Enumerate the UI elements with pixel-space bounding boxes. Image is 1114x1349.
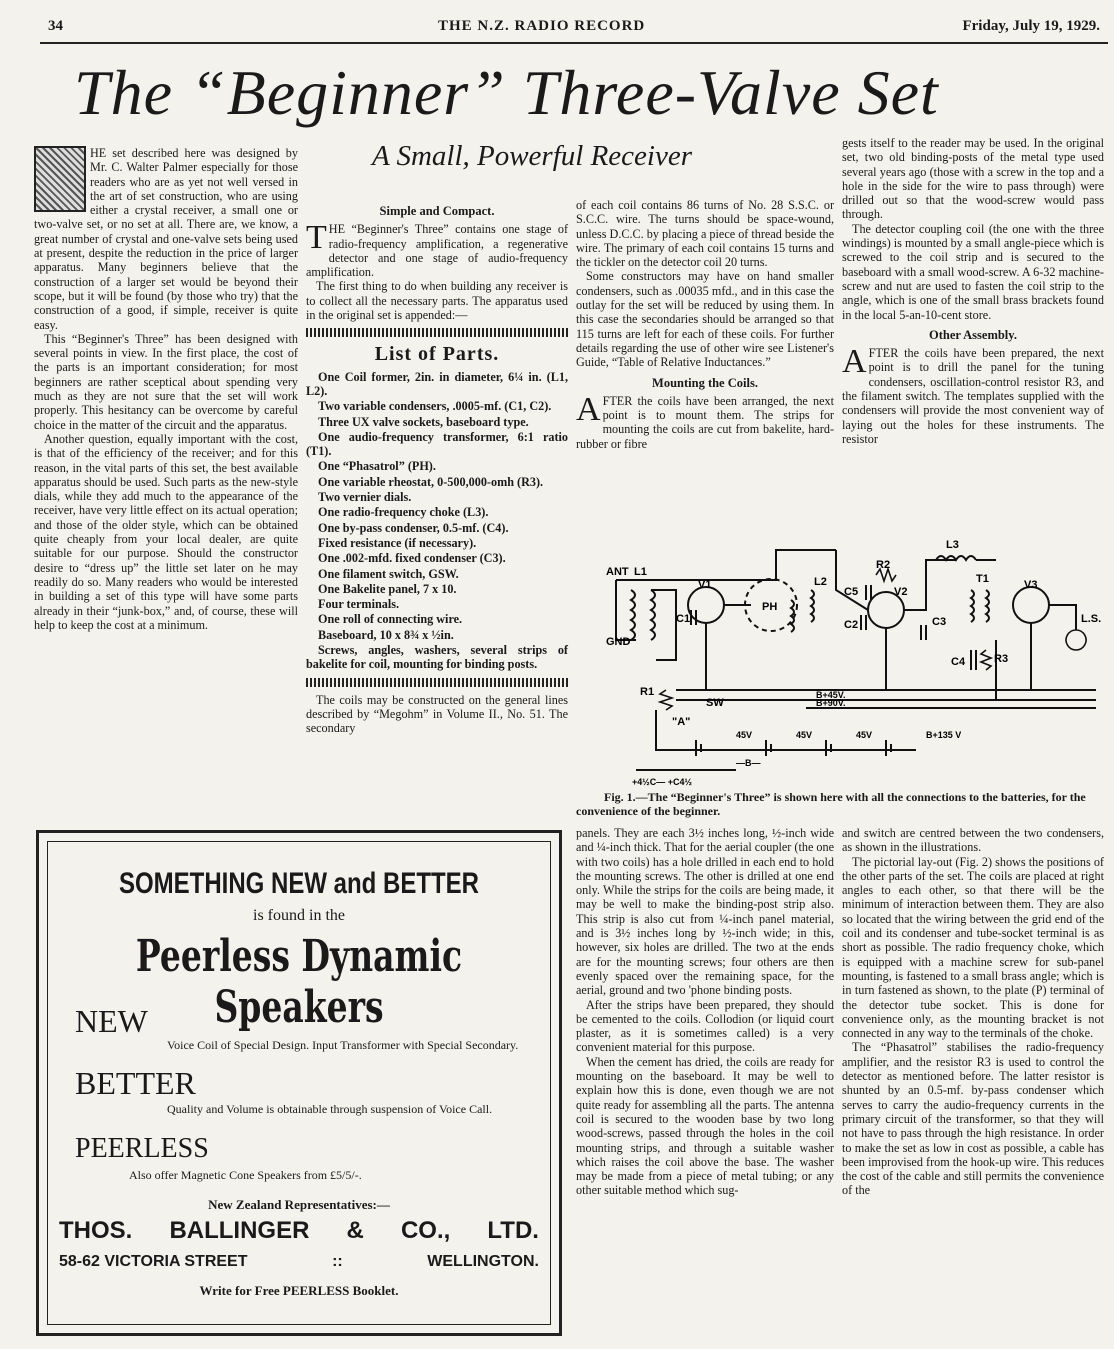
- list-item: Two vernier dials.: [318, 490, 412, 505]
- page-header: [48, 18, 1100, 40]
- advertisement-peerless: [36, 830, 562, 1336]
- paragraph: of each coil contains 86 turns of No. 28 S.S.C. or S.C.C. wire. The turns should be space-wound, unless D.C.C. by placing a piece of thread beside the wire. The primary of each coil contains 15 turns and the tickler on the detector coil 20 turns.: [576, 198, 834, 270]
- section-heading: Simple and Compact.: [379, 204, 495, 218]
- label-ph: PH: [762, 601, 778, 613]
- resistor-r1-icon: [660, 690, 672, 710]
- label-t1: T1: [976, 573, 989, 585]
- column-5: [576, 826, 834, 1198]
- label-c1: C1: [676, 613, 691, 625]
- ad-subline: is found in the: [253, 907, 345, 924]
- label-c-battery: +4½C— +C4½: [632, 777, 693, 787]
- drop-cap-icon: T: [306, 219, 327, 257]
- paragraph: The pictorial lay-out (Fig. 2) shows the positions of the other parts of the set. The coils are placed at right angles to each other, so that there will be the minimum of interaction between them. They are also so located that the wiring between the grid end of the coil and its condenser and tube-socket terminal is as short as possible. The radio frequency choke, which is equipped with a machine screw for sub-panel mounting, is fastened to a small brass angle; which is in turn fastened as shown, to the plate (P) terminal of the detector tube socket. This is done for convenience only, as the mounting bracket is not connected in any way to the terminals of the choke.: [842, 854, 1104, 1041]
- wire: [836, 550, 868, 610]
- paragraph: When the cement has dried, the coils are ready for mounting on the baseboard. It may be well to explain how this is done, even though we are not quite ready for assembling all the parts. The antenna coil is secured to the wooden base by two long wood-screws, passed through the holes in the coil mounting strips, and through a suitable washer which raises the coil above the base. The washer may be made from a piece of metal tubing; or any other suitable method which sug-: [576, 1054, 834, 1198]
- article-subtitle: A Small, Powerful Receiver: [372, 140, 692, 172]
- wire: [616, 550, 836, 580]
- coil-l1-secondary-icon: [651, 590, 655, 640]
- list-item: Baseboard, 10 x 8¾ x ½in.: [318, 627, 454, 642]
- list-item: Screws, angles, washers, several strips of bakelite for coil, mounting for binding posts.: [306, 643, 568, 672]
- label-ant: ANT: [606, 566, 629, 578]
- page-number: 34: [48, 18, 63, 34]
- list-item: One radio-frequency choke (L3).: [318, 505, 489, 520]
- section-heading: Other Assembly.: [929, 327, 1017, 342]
- paragraph: This “Beginner's Three” has been designed with several points in view. In the first place, the cost of the parts is an important consideration; for most beginners are rather sceptical about spending very much as they are not sure that the set will work properly. This hesitancy can be overcome by careful choice in the matter of the circuit and the apparatus.: [34, 331, 298, 432]
- valve-v1-icon: [688, 587, 724, 623]
- paragraph: Some constructors may have on hand smaller condensers, such as .00035 mfd., and in this case the outlay for the set will be reduced by using them. In this case the secondaries should be arranged so that 115 turns are left for each of these coils. For further details regarding the use of other wire see Listener's Guide, “Table of Relative Inductances.”: [576, 269, 834, 370]
- list-item: One filament switch, GSW.: [318, 566, 459, 581]
- ornamental-initial-icon: [34, 146, 86, 212]
- paragraph: The “Phasatrol” stabilises the radio-frequency amplifier, and the resistor R3 is used to control the detector as mentioned before. The latter resistor is shunted by an 0.5-mf. by-pass condenser which serves to carry the audio-frequency currents in the primary circuit of the transformer, so that they will not have to pass through the high resistance. In order to make the set as low in cost as possible, a cable has been improvised from the hook-up wire. This reduces the cost of the cable and still permits the convenience of the: [842, 1040, 1104, 1198]
- paragraph: The detector coupling coil (the one with the three windings) is mounted by a small angle-piece which is screwed to the coil strip and is secured to the baseboard with a small wood-screw. A 6-32 machine-screw and nut are used to fasten the coil strip to the angle, which is one of the small brass brackets found in the local 5-an-10-cent store.: [842, 221, 1104, 322]
- list-item: One variable rheostat, 0-500,000-omh (R3).: [318, 474, 544, 489]
- column-6: [842, 826, 1104, 1198]
- label-b135: B+135 V: [926, 730, 962, 740]
- label-v3: V3: [1024, 579, 1038, 591]
- paragraph: The first thing to do when building any receiver is to collect all the necessary parts. The apparatus used in the original set is appended:—: [306, 279, 568, 323]
- wire: [1049, 605, 1076, 630]
- column-1: [34, 146, 298, 632]
- list-item: Two variable condensers, .0005-mf. (C1, C2).: [318, 399, 552, 414]
- label-v1: V1: [698, 579, 712, 591]
- label-ls: L.S.: [1081, 613, 1102, 625]
- list-item: Fixed resistance (if necessary).: [318, 535, 477, 550]
- article-title: The “Beginner” Three-Valve Set: [74, 57, 939, 128]
- paragraph: THE “Beginner's Three” contains one stage of radio-frequency amplification, a regenerative detector and one stage of audio-frequency amplification.: [306, 219, 568, 280]
- resistor-r3-icon: [981, 650, 991, 670]
- ad-product-name: Peerless Dynamic Speakers: [135, 931, 463, 1033]
- label-c3: C3: [932, 616, 947, 628]
- header-rule: [40, 42, 1108, 44]
- drop-cap-icon: A: [842, 343, 867, 381]
- list-item: One “Phasatrol” (PH).: [318, 459, 436, 474]
- paragraph: Another question, equally important with the cost, is that of the efficiency of the receiver; and for this reason, in the vital parts of this set, the best available apparatus should be used. Such parts as the new-style dials, while they add much to the appearance of the receiver, have very little effect on its actual operation; and those of the older style, which can be obtained quite cheaply from your local dealer, are quite suitable for our purpose. Should the constructor desire to “dress up” the little set later on he may readily do so. Many readers who would be interested in building a set of this type will have some parts already in their “junk-box,” and, of course, these will help to keep the cost at a minimum.: [34, 431, 298, 632]
- column-2: [306, 198, 568, 736]
- column-3: [576, 198, 834, 451]
- decorative-rule: [306, 678, 568, 687]
- label-45v: 45V: [856, 730, 873, 740]
- drop-cap-icon: A: [576, 390, 601, 428]
- list-item: One .002-mfd. fixed condenser (C3).: [318, 551, 506, 566]
- parts-list-title: List of Parts.: [374, 343, 500, 366]
- paragraph: and switch are centred between the two condensers, as shown in the illustrations.: [842, 826, 1104, 855]
- label-v2: V2: [894, 586, 908, 598]
- label-c2: C2: [844, 619, 859, 631]
- label-b90: B+90V.: [816, 698, 846, 708]
- ad-keyword-new: NEW: [75, 1003, 148, 1039]
- paragraph: AFTER the coils have been prepared, the next point is to drill the panel for the tuning condensers, oscillation-control resistor R3, and the filament switch. The templates supplied with the condensers will provide the most convenient way of laying out the holes for these instruments. The resistor: [842, 343, 1104, 446]
- paragraph: HE set described here was designed by Mr. C. Walter Palmer especially for those readers who are as yet not well versed in the art of set construction, who are using either a crystal receiver, a small one or two-valve set, or no set at all. There are, we know, a great number of crystal and one-valve sets being used at present, despite the reduction in the price of larger apparatus. Many beginners believe that the construction of a larger set would be beyond their scope, but it will be found (by those who try) that the construction of a good, if simple, receiver is quite easy.: [34, 146, 298, 332]
- list-item: One Coil former, 2in. in diameter, 6¼ in. (L1, L2).: [306, 369, 568, 398]
- issue-date: Friday, July 19, 1929.: [962, 18, 1100, 34]
- list-item: One Bakelite panel, 7 x 10.: [318, 581, 457, 596]
- column-4: [842, 136, 1104, 446]
- ad-better-description: Quality and Volume is obtainable through suspension of Voice Call.: [167, 1102, 493, 1116]
- coil-l1-primary-icon: [631, 590, 635, 640]
- ad-new-description: Voice Coil of Special Design. Input Transformer with Special Secondary.: [167, 1038, 519, 1052]
- label-sw: SW: [706, 697, 724, 709]
- circuit-diagram: [576, 530, 1106, 790]
- ad-representatives: New Zealand Representatives:—: [208, 1197, 390, 1212]
- label-c5: C5: [844, 586, 859, 598]
- newspaper-title: THE N.Z. RADIO RECORD: [438, 18, 646, 34]
- ad-booklet-offer: Write for Free PEERLESS Booklet.: [199, 1283, 399, 1298]
- label-a-battery: "A": [672, 716, 691, 728]
- label-r3: R3: [994, 653, 1009, 665]
- label-l3: L3: [946, 539, 959, 551]
- section-heading: Mounting the Coils.: [652, 375, 758, 390]
- ad-peerless-description: Also offer Magnetic Cone Speakers from £5/5/-.: [129, 1168, 362, 1182]
- label-45v: 45V: [796, 730, 813, 740]
- ad-address: 58-62 VICTORIA STREET :: WELLINGTON.: [59, 1253, 539, 1270]
- label-l2: L2: [814, 576, 827, 588]
- label-r1: R1: [640, 686, 655, 698]
- label-gnd: GND: [606, 636, 631, 648]
- paragraph: After the strips have been prepared, they should be cemented to the coils. Collodion (or liquid court plaster, as it is sometimes called) is a very convenient material for this purpose.: [576, 997, 834, 1055]
- wire: [904, 560, 956, 610]
- parts-list: [306, 370, 568, 672]
- figure-caption: Fig. 1.—The “Beginner's Three” is shown here with all the connections to the batteries, for the convenience of the beginner.: [576, 790, 1086, 818]
- ad-keyword-better: BETTER: [75, 1065, 196, 1101]
- loudspeaker-icon: [1066, 630, 1086, 650]
- list-item: One by-pass condenser, 0.5-mf. (C4).: [318, 520, 509, 535]
- transformer-primary-icon: [971, 590, 974, 622]
- list-item: One roll of connecting wire.: [318, 612, 463, 627]
- ad-keyword-peerless: PEERLESS: [75, 1133, 209, 1164]
- paragraph: The coils may be constructed on the general lines described by “Megohm” in Volume II., No. 51. The secondary: [306, 692, 568, 736]
- ad-headline: SOMETHING NEW and BETTER: [119, 867, 479, 900]
- paragraph: AFTER the coils have been arranged, the next point is to mount them. The strips for mounting the coils are cut from bakelite, hard-rubber or fibre: [576, 390, 834, 451]
- label-b45: B+45V.: [816, 690, 846, 700]
- ad-company-name: THOS. BALLINGER & CO., LTD.: [59, 1217, 539, 1244]
- coil-l2-secondary-icon: [811, 590, 814, 622]
- paragraph: panels. They are each 3½ inches long, ½-inch wide and ¼-inch thick. That for the aerial coupler (the one with two coils) has a hole drilled in each end to hold the mounting screws. The other is drilled at one end only. While the strips for the coils are being made, it may be well to make the binding-post strip also. This strip is also cut from ¼-inch panel material, and is 3½ inches long by ½-inch wide; in this, however, six holes are drilled. The two at the ends are for the mounting screws; four others are then evenly spaced over the remaining space, for the aerial, ground and two 'phone binding posts.: [576, 826, 834, 998]
- label-c4: C4: [951, 656, 966, 668]
- label-r2: R2: [876, 559, 891, 571]
- paragraph: gests itself to the reader may be used. In the original set, two old binding-posts of the metal type used several years ago (those with a screw in the top and a hole in the side for the wire to pass through) were drilled out so that the wood-screw would pass through.: [842, 136, 1104, 222]
- transformer-secondary-icon: [986, 590, 989, 622]
- decorative-rule: [306, 328, 568, 337]
- list-item: One audio-frequency transformer, 6:1 ratio (T1).: [306, 429, 568, 459]
- label-l1: L1: [634, 566, 647, 578]
- list-item: Four terminals.: [318, 597, 400, 612]
- label-45v: 45V: [736, 730, 753, 740]
- valve-v3-icon: [1013, 587, 1049, 623]
- list-item: Three UX valve sockets, baseboard type.: [318, 414, 529, 429]
- label-b-minus: —B—: [736, 758, 761, 768]
